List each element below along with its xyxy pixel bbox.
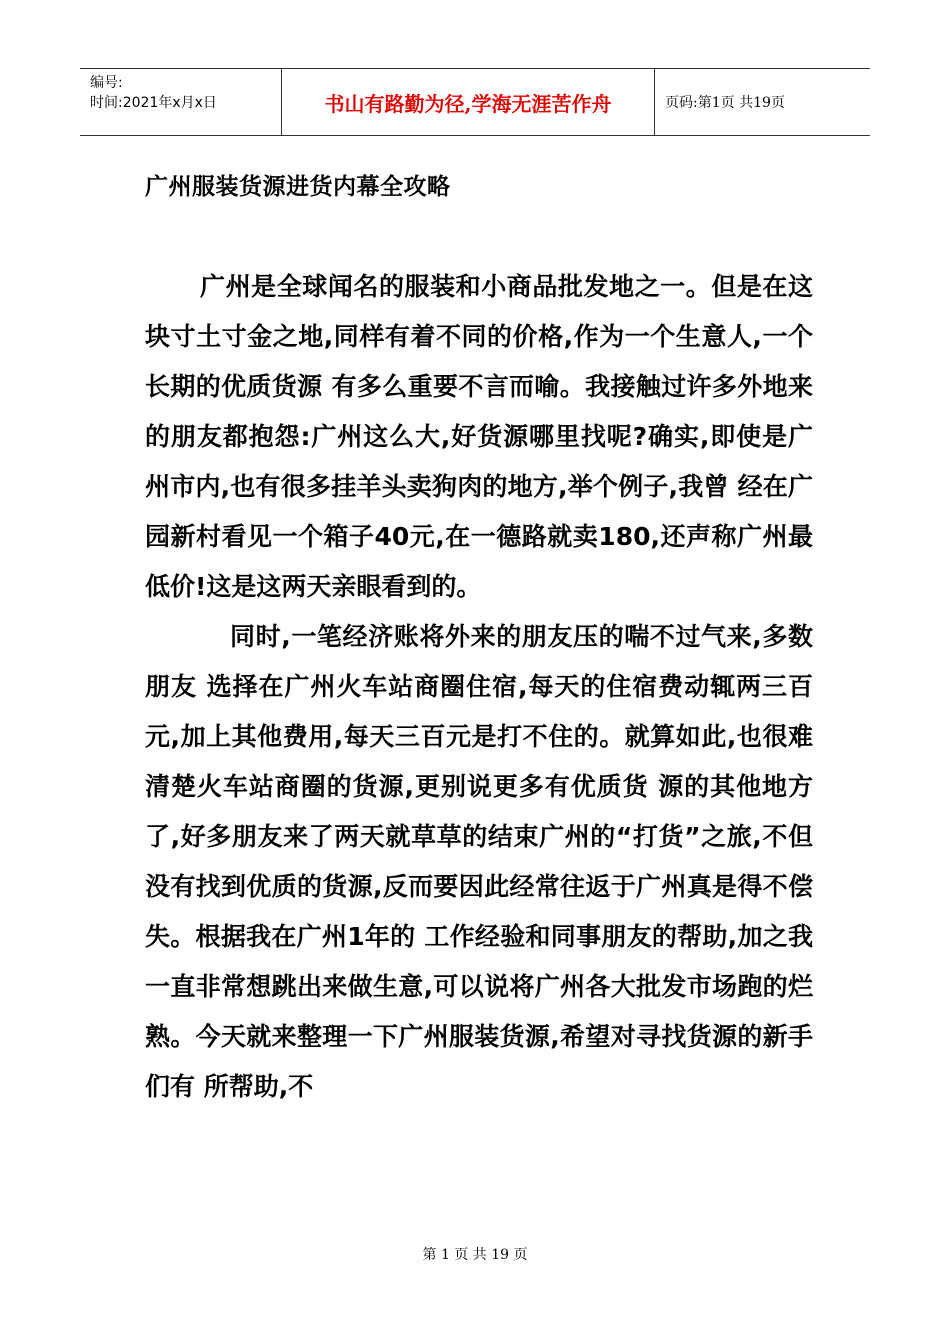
- document-time-label: 时间:2021年x月x日: [90, 95, 217, 111]
- header-page-info: 页码:第1页 共19页: [665, 95, 785, 111]
- page-footer: 第 1 页 共 19 页: [422, 1247, 528, 1263]
- document-body: [145, 262, 813, 1112]
- body-paragraph: 同时,一笔经济账将外来的朋友压的喘不过气来,多数朋友 选择在广州火车站商圈住宿,每天的住宿费动辄两三百元,加上其他费用,每天三百元是打不住的。就算如此,也很难清楚火车站商圈的货源,更别说更多有优质货 源的其他地方了,好多朋友来了两天就草草的结束广州的“打货”之旅,不但没有找到优质的货源,反而要因此经常往返于广州真是得不偿失。根据我在广州1年的 工作经验和同事朋友的帮助,加之我一直非常想跳出来做生意,可以说将广州各大批发市场跑的烂熟。今天就来整理一下广州服装货源,希望对寻找货源的新手们有 所帮助,不: [145, 622, 813, 1101]
- header-meta: [80, 69, 282, 135]
- page-header: [80, 68, 870, 136]
- header-motto: 书山有路勤为径,学海无涯苦作舟: [282, 69, 655, 135]
- document-number-label: 编号:: [90, 75, 123, 91]
- document-title: 广州服装货源进货内幕全攻略: [145, 174, 451, 200]
- body-paragraph: 广州是全球闻名的服装和小商品批发地之一。但是在这块寸土寸金之地,同样有着不同的价格,作为一个生意人,一个长期的优质货源 有多么重要不言而喻。我接触过许多外地来的朋友都抱怨:广州这么大,好货源哪里找呢?确实,即使是广州市内,也有很多挂羊头卖狗肉的地方,举个例子,我曾 经在广园新村看见一个箱子40元,在一德路就卖180,还声称广州最低价!这是这两天亲眼看到的。: [145, 272, 813, 601]
